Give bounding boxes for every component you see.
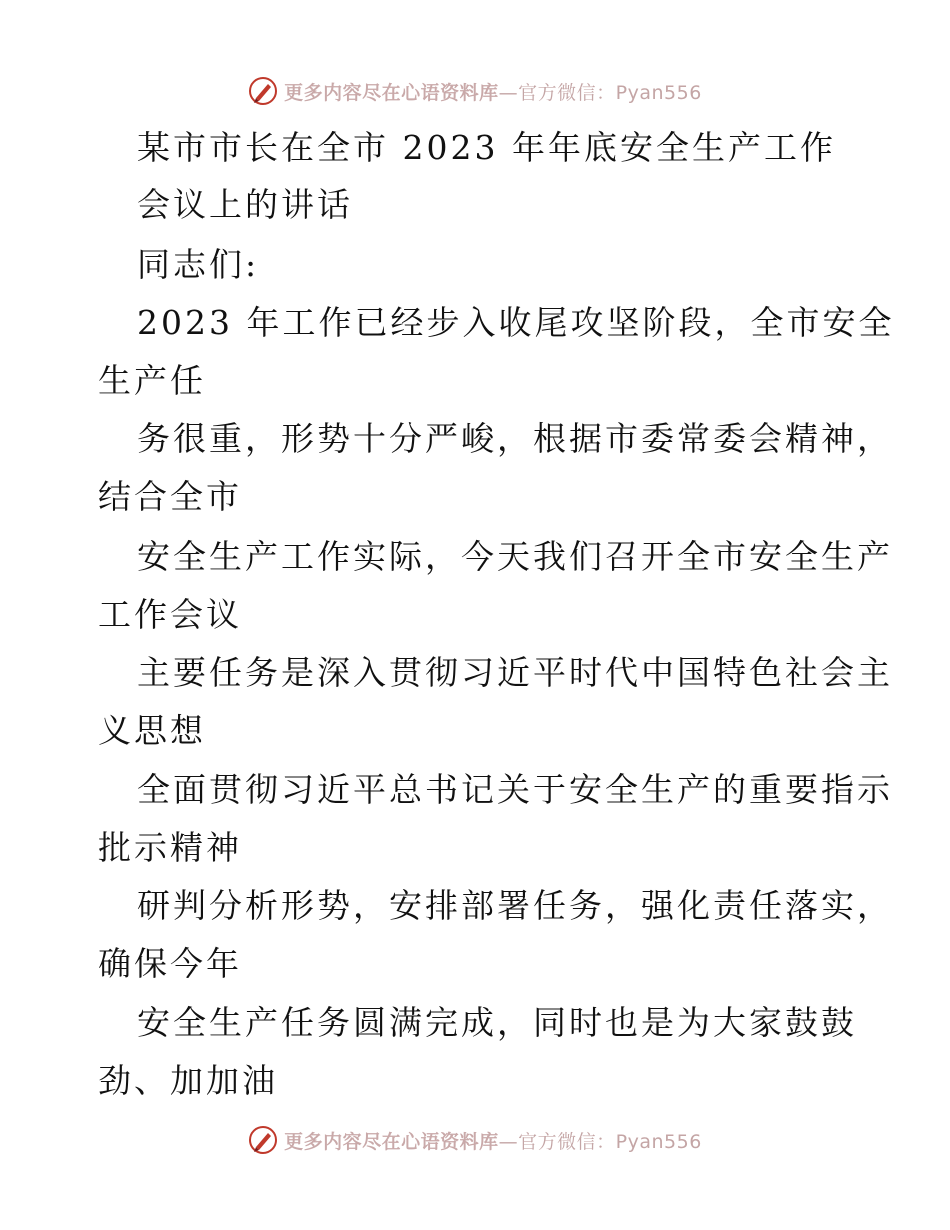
watermark-banner-bottom [0,1120,950,1160]
body-line: 批示精神 [98,828,242,867]
body-line: 安全生产工作实际，今天我们召开全市安全生产 [137,537,893,576]
body-line: 工作会议 [98,595,242,634]
watermark-suffix: —官方微信：Pyan556 [498,1130,702,1153]
body-line: 安全生产任务圆满完成，同时也是为大家鼓鼓 [137,1003,857,1042]
body-line: 研判分析形势，安排部署任务，强化责任落实， [137,886,893,925]
body-line: 全面贯彻习近平总书记关于安全生产的重要指示 [137,770,893,809]
pen-logo-icon [248,1125,278,1155]
body-line: 2023 年工作已经步入收尾攻坚阶段，全市安全 [137,303,895,342]
watermark-text [284,78,702,105]
document-title-line-1: 某市市长在全市 2023 年年底安全生产工作 [137,128,836,167]
body-line: 确保今年 [98,944,242,983]
body-line: 义思想 [98,711,206,750]
watermark-suffix: —官方微信：Pyan556 [498,81,702,104]
body-line: 务很重，形势十分严峻，根据市委常委会精神， [137,419,893,458]
watermark-banner-top [0,71,950,111]
salutation: 同志们: [137,245,260,284]
body-line: 结合全市 [98,477,242,516]
watermark-text [284,1127,702,1154]
document-title-line-2: 会议上的讲话 [137,185,353,224]
watermark-main: 更多内容尽在心语资料库 [284,1130,499,1153]
body-line: 主要任务是深入贯彻习近平时代中国特色社会主 [137,653,893,692]
body-line: 劲、加加油 [98,1061,278,1100]
watermark-main: 更多内容尽在心语资料库 [284,81,499,104]
body-line: 生产任 [98,361,206,400]
pen-logo-icon [248,76,278,106]
